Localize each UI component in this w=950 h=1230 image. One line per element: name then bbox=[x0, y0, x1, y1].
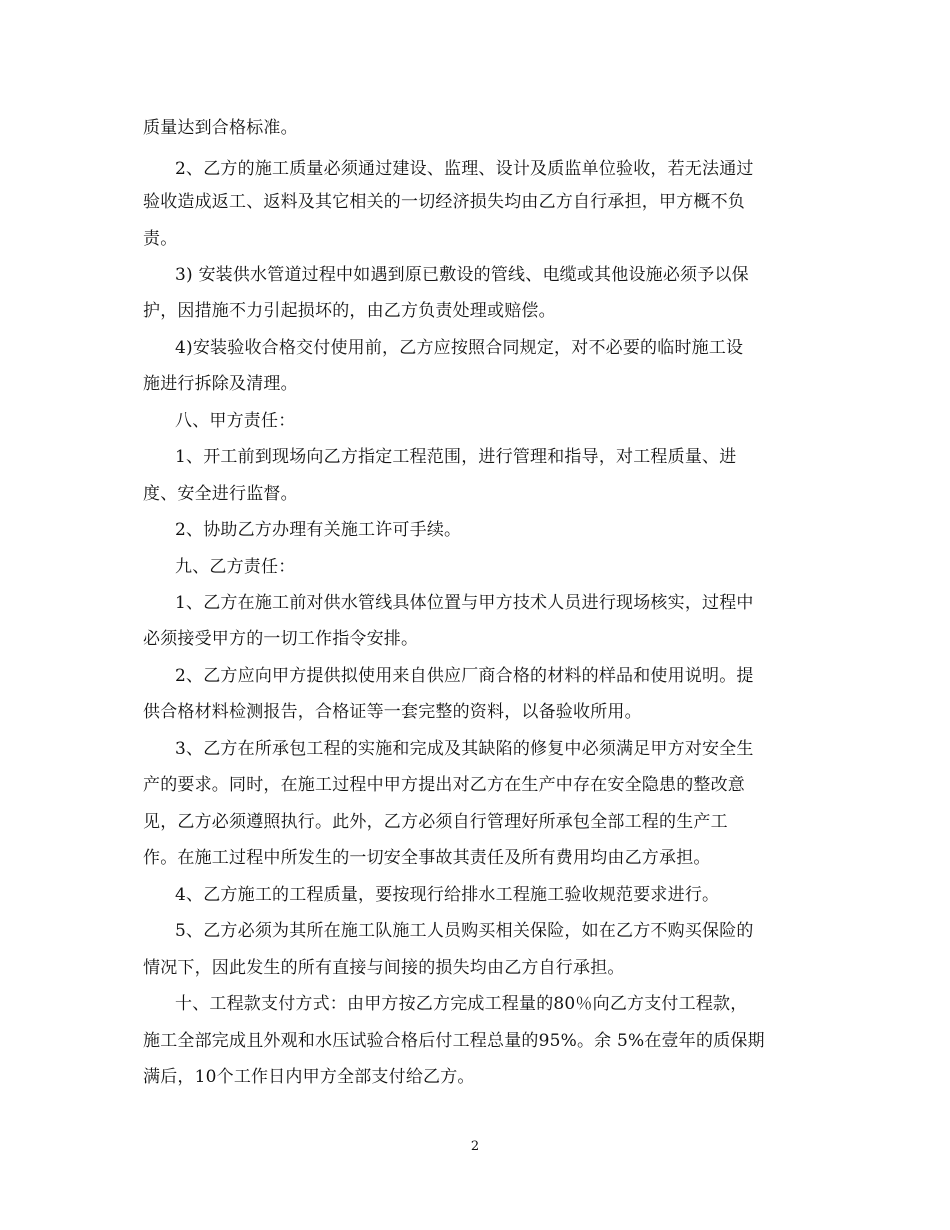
text-line: 3、乙方在所承包工程的实施和完成及其缺陷的修复中必须满足甲方对安全生 bbox=[175, 739, 754, 759]
text-line: 护，因措施不力引起损坏的，由乙方负责处理或赔偿。 bbox=[143, 301, 556, 321]
text-line: 4、乙方施工的工程质量，要按现行给排水工程施工验收规范要求进行。 bbox=[175, 885, 720, 905]
text-line: 见，乙方必须遵照执行。此外，乙方必须自行管理好所承包全部工程的生产工 bbox=[143, 812, 728, 832]
text-line: 施进行拆除及清理。 bbox=[143, 374, 298, 394]
text-line: 验收造成返工、返料及其它相关的一切经济损失均由乙方自行承担，甲方概不负 bbox=[143, 192, 745, 212]
text-line: 作。在施工过程中所发生的一切安全事故其责任及所有费用均由乙方承担。 bbox=[143, 848, 711, 868]
text-line: 2、乙方的施工质量必须通过建设、监理、设计及质监单位验收，若无法通过 bbox=[175, 159, 754, 179]
text-line: 供合格材料检测报告，合格证等一套完整的资料，以备验收所用。 bbox=[143, 702, 642, 722]
text-line: 施工全部完成且外观和水压试验合格后付工程总量的95%。余 5%在壹年的质保期 bbox=[143, 1031, 765, 1051]
page-number: 2 bbox=[470, 1139, 480, 1154]
text-line: 质量达到合格标准。 bbox=[143, 118, 298, 138]
text-line: 1、开工前到现场向乙方指定工程范围，进行管理和指导，对工程质量、进 bbox=[175, 447, 737, 467]
text-line: 度、安全进行监督。 bbox=[143, 484, 298, 504]
section-heading: 八、甲方责任： bbox=[175, 411, 296, 431]
text-line: 3) 安装供水管道过程中如遇到原已敷设的管线、电缆或其他设施必须予以保 bbox=[175, 265, 749, 285]
text-line: 1、乙方在施工前对供水管线具体位置与甲方技术人员进行现场核实，过程中 bbox=[175, 593, 754, 613]
text-line: 5、乙方必须为其所在施工队施工人员购买相关保险，如在乙方不购买保险的 bbox=[175, 921, 754, 941]
text-line: 十、工程款支付方式：由甲方按乙方完成工程量的80％向乙方支付工程款， bbox=[175, 994, 748, 1014]
section-heading: 九、乙方责任： bbox=[175, 557, 296, 577]
text-line: 满后，10个工作日内甲方全部支付给乙方。 bbox=[143, 1067, 475, 1087]
text-line: 2、乙方应向甲方提供拟使用来自供应厂商合格的材料的样品和使用说明。提 bbox=[175, 666, 754, 686]
text-line: 产的要求。同时，在施工过程中甲方提出对乙方在生产中存在安全隐患的整改意 bbox=[143, 775, 745, 795]
text-line: 情况下，因此发生的所有直接与间接的损失均由乙方自行承担。 bbox=[143, 958, 625, 978]
text-line: 4)安装验收合格交付使用前，乙方应按照合同规定，对不必要的临时施工设 bbox=[175, 338, 744, 358]
text-line: 必须接受甲方的一切工作指令安排。 bbox=[143, 629, 419, 649]
text-line: 责。 bbox=[143, 229, 178, 249]
text-line: 2、协助乙方办理有关施工许可手续。 bbox=[175, 520, 462, 540]
